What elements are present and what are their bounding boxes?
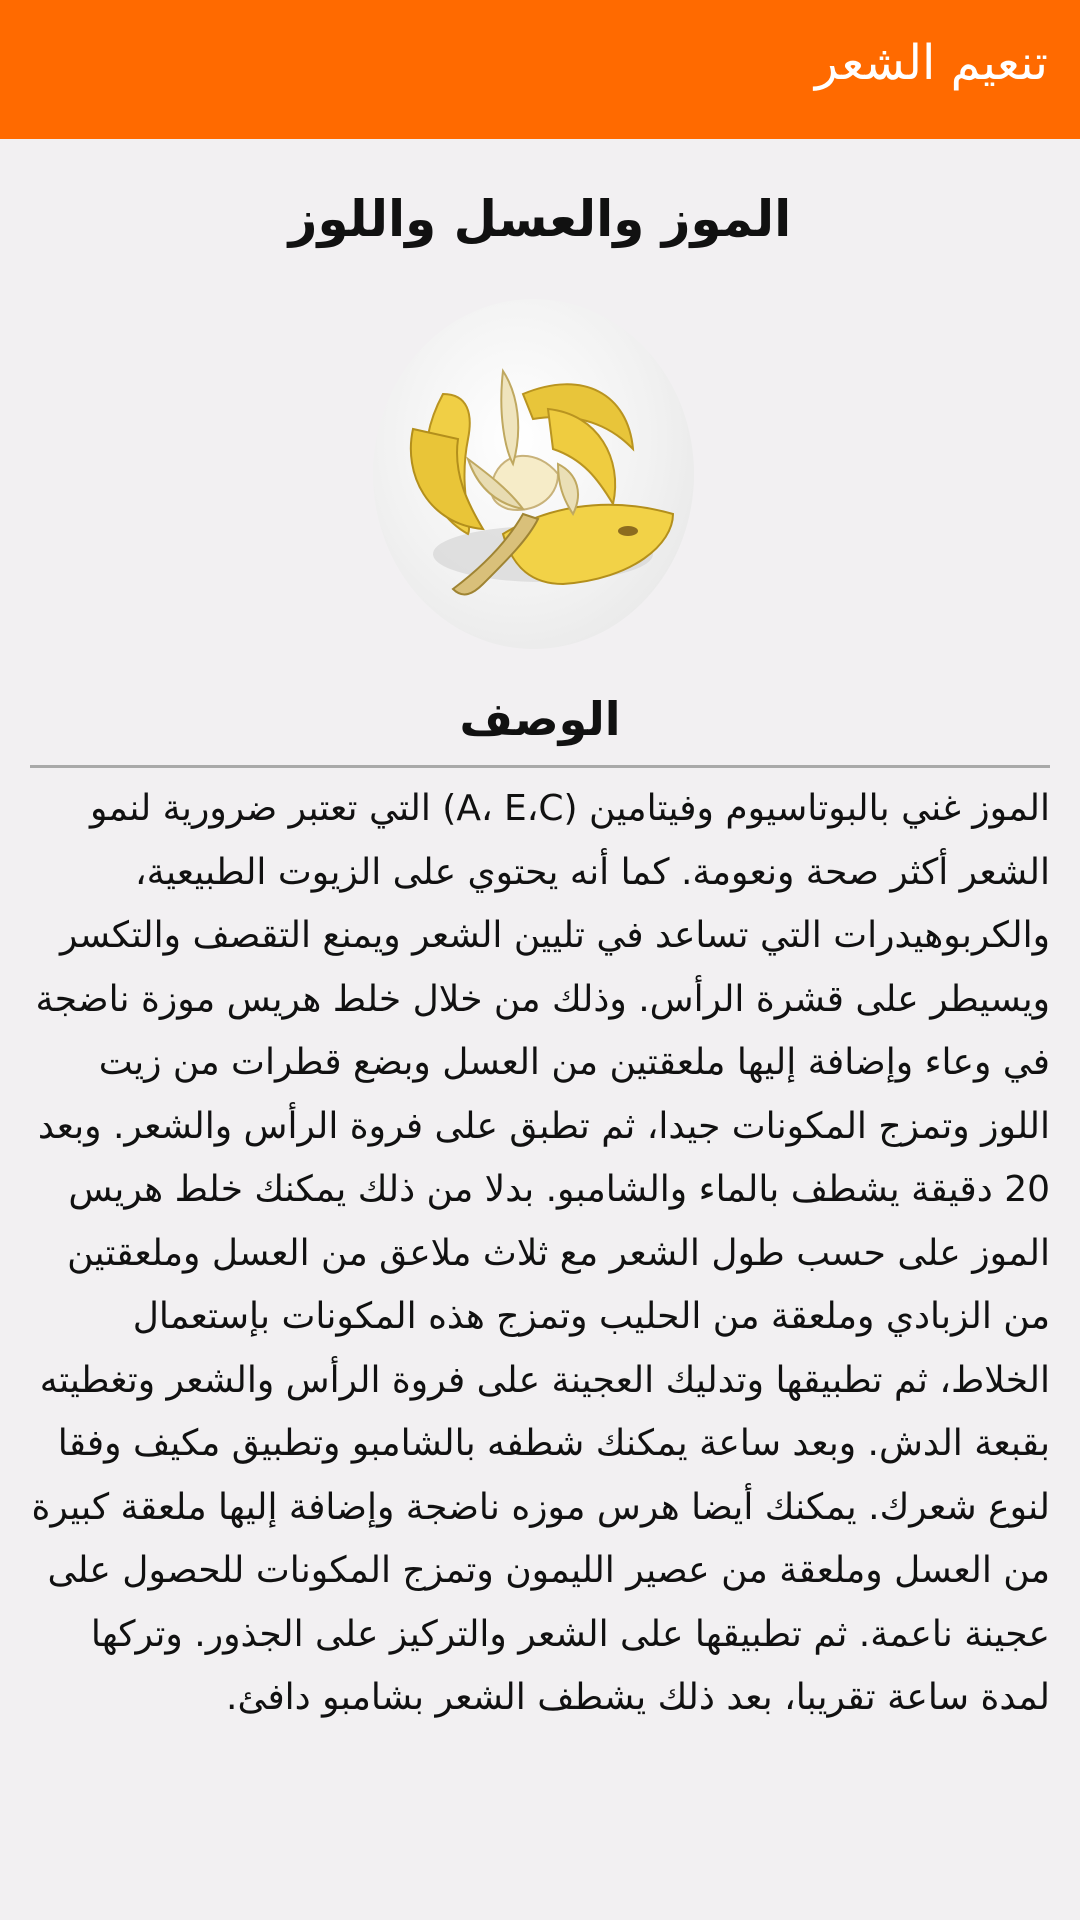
recipe-detail	[0, 139, 1080, 1920]
banana-image	[373, 299, 694, 649]
app-bar	[0, 0, 1080, 139]
description-heading: الوصف	[459, 692, 621, 746]
recipe-title: الموز والعسل واللوز	[288, 190, 792, 248]
app-title: تنعيم الشعر	[814, 35, 1048, 91]
section-divider	[30, 765, 1050, 768]
recipe-description: الموز غني بالبوتاسيوم وفيتامين (A، E،C) التي تعتبر ضرورية لنمو الشعر أكثر صحة ونعومة. كما أنه يحتوي على الزيوت الطبيعية، والكربوهيدرات التي تساعد في تليين الشعر ويمنع التقصف والتكسر ويسيطر على قشرة الرأس. وذلك من خلال خلط هريس موزة ناضجة في وعاء وإضافة إليها ملعقتين من العسل وبضع قطرات من زيت اللوز وتمزج المكونات جيدا، ثم تطبق على فروة الرأس والشعر. وبعد 20 دقيقة يشطف بالماء والشامبو. بدلا من ذلك يمكنك خلط هريس الموز على حسب طول الشعر مع ثلاث ملاعق من العسل وملعقتين من الزبادي وملعقة من الحليب وتمزج هذه المكونات بإستعمال الخلاط، ثم تطبيقها وتدليك العجينة على فروة الرأس والشعر وتغطيته بقبعة الدش. وبعد ساعة يمكنك شطفه بالشامبو وتطبيق مكيف وفقا لنوع شعرك. يمكنك أيضا هرس موزه ناضجة وإضافة إليها ملعقة كبيرة من العسل وملعقة من عصير الليمون وتمزج المكونات للحصول على عجينة ناعمة. ثم تطبيقها على الشعر والتركيز على الجذور. وتركها لمدة ساعة تقريبا، بعد ذلك يشطف الشعر بشامبو دافئ.	[31, 788, 1050, 1718]
